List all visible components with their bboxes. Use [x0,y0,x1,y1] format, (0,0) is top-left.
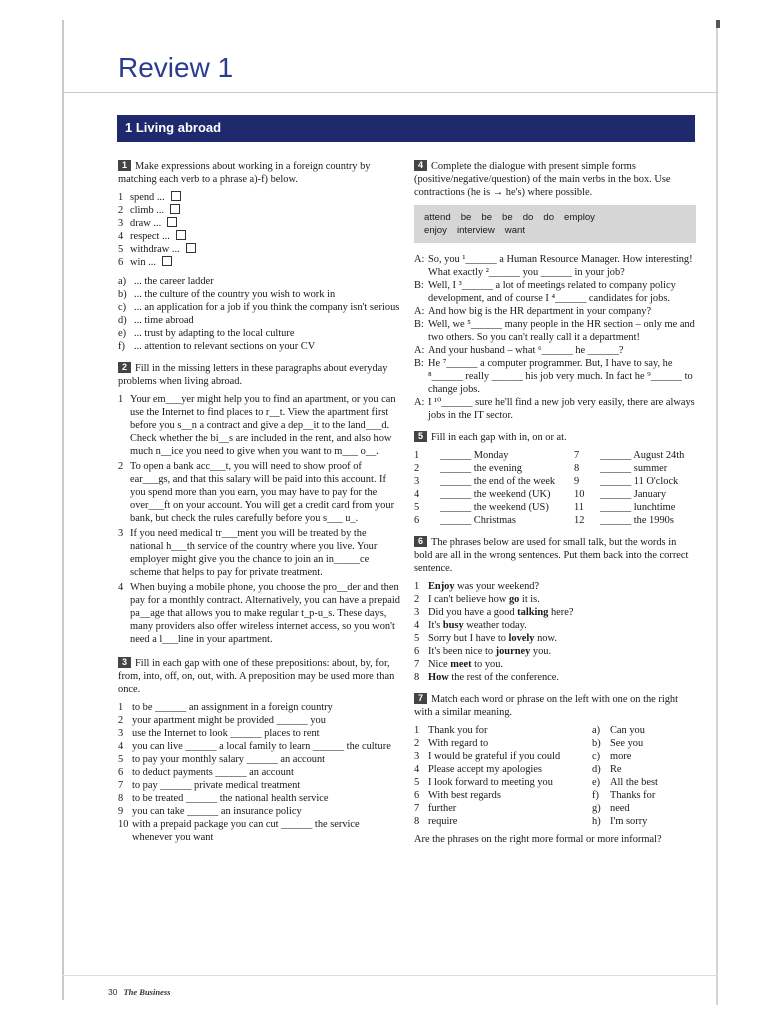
item-number: 4 [118,231,124,242]
item-number: 6 [118,257,124,268]
phrase-letter: a) [118,276,127,287]
exercise-number-badge: 2 [118,362,131,373]
match-left-item [414,815,592,828]
dialogue [414,253,696,422]
small-talk-sentence [414,580,696,593]
item-number: 7 [414,803,420,814]
dialogue-text: Well, I ³______ a lot of meetings related to company policy development, and of course I ⁴______ candidates for jobs. [428,280,676,304]
speaker-label: A: [414,397,425,408]
item-number: 11 [574,502,585,513]
time-expression [574,514,694,527]
time-expression [574,462,694,475]
dialogue-line [414,305,696,318]
time-expressions-left [414,449,574,527]
exercise-5-instruction: 5 Fill in each gap with in, on or at. [414,431,696,444]
match-letter: b) [592,738,601,749]
match-right-text: need [610,803,630,814]
sentence-text [428,619,527,632]
exercise-6 [414,536,696,684]
sentence-pre: I can't believe how [428,594,509,605]
exercise-3-instruction: 3 Fill in each gap with one of these prepositions: about, by, for, from, into, off, on, out, with. A preposition may be used more than once. [118,657,395,695]
time-expression [414,475,574,488]
phrase-letter: f) [118,341,125,352]
dialogue-text: And how big is the HR department in your company? [428,306,652,317]
paragraph-item [118,460,400,525]
exercise-number-badge: 3 [118,657,131,668]
exercise-6-instruction: 6 The phrases below are used for small talk, but the words in bold are all in the wrong sentences. Put them back into the correct sentence. [414,536,689,574]
item-number: 2 [118,461,124,472]
phrase-letter: c) [118,302,127,313]
match-letter: a) [592,725,601,736]
match-right-list [592,724,696,828]
exercise-4-instruction: 4 Complete the dialogue with present simple forms (positive/negative/question) of the main verbs in the box. Use contractions (he is → he's) where possible. [414,160,671,198]
phrase-item [118,327,400,340]
bold-word: meet [450,659,472,670]
match-left-item [414,763,592,776]
gap-sentence [118,740,400,753]
time-expression-text: ______ the weekend (US) [440,502,549,513]
item-number: 7 [118,780,124,791]
item-number: 8 [414,816,420,827]
speaker-label: B: [414,319,424,330]
match-left-item [414,789,592,802]
match-left-item [414,776,592,789]
gap-sentence-text: you can live ______ a local family to learn ______ the culture [132,741,391,752]
left-column [118,160,400,844]
item-number: 5 [118,244,124,255]
exercise-7-instruction: 7 Match each word or phrase on the left with one on the right with a similar meaning. [414,693,678,718]
verb-text: respect ... [130,231,170,242]
sentence-text [428,580,539,593]
bold-word: journey [495,646,531,657]
time-expression-text: ______ the end of the week [440,476,556,487]
item-number: 5 [414,633,420,644]
gap-sentence [118,727,400,740]
item-number: 5 [414,777,420,788]
sentence-post: here? [548,607,574,618]
bold-word: busy [442,620,464,631]
gap-sentence-text: to be ______ an assignment in a foreign country [132,702,333,713]
match-left-item [414,724,592,737]
bold-word: talking [517,607,549,618]
paragraph-text: Your em___yer might help you to find an apartment, or you can use the Internet to find places to r__t. View the apartment first before you s__n a contract and give a dep__it to the land___d. Check whether the bi__s are included in the rent, and also how much n__ice you need to give when you want to m___ o__. [130,394,396,457]
box-word: interview [456,225,495,236]
match-right-text: Re [610,764,622,775]
page-left-edge [62,20,64,1000]
sentence-pre: Did you have a good [428,607,518,618]
match-right-item [592,815,696,828]
time-expression-text: ______ Monday [440,450,509,461]
dialogue-line [414,253,696,279]
item-number: 2 [118,715,124,726]
exercise-7-question: Are the phrases on the right more formal or more informal? [414,834,662,845]
phrase-text: ... an application for a job if you think the company isn't serious [134,302,400,313]
exercise-number-badge: 6 [414,536,427,547]
answer-checkbox[interactable] [167,217,177,227]
bold-word: Enjoy [428,581,455,592]
matching-grid [414,724,696,828]
verb-text: win ... [130,257,156,268]
match-right-item [592,737,696,750]
verb-item [118,243,400,256]
footer-rule [62,975,718,976]
item-number: 6 [414,515,420,526]
gap-sentence [118,779,400,792]
paragraph-item [118,527,400,579]
verb-text: draw ... [130,218,162,229]
item-number: 3 [414,751,420,762]
unit-header-bar [117,115,695,142]
exercise-3 [118,657,400,844]
dialogue-line [414,279,696,305]
dialogue-line [414,396,696,422]
verb-item [118,204,400,217]
exercise-2 [118,362,400,646]
paragraph-text: To open a bank acc___t, you will need to show proof of ear___gs, and that this salary will be paid into this account. If you spend more than you earn, you may have to pay for the over___ft on your account. You will get a credit card from your bank, but check the rules carefully before you s___ u_. [130,461,395,524]
phrase-text: ... trust by adapting to the local culture [134,328,295,339]
time-expression [414,514,574,527]
time-expression-text: ______ the 1990s [600,515,674,526]
dialogue-text: I ¹⁰______ sure he'll find a new job very easily, there are always jobs in the IT sector. [428,397,695,421]
small-talk-sentence [414,645,696,658]
paragraph-list [118,393,400,646]
answer-checkbox[interactable] [162,256,172,266]
match-letter: e) [592,777,601,788]
exercise-1-instruction: 1 Make expressions about working in a foreign country by matching each verb to a phrase a)-f) below. [118,160,371,185]
time-expression [574,475,694,488]
match-letter: f) [592,790,599,801]
exercise-1 [118,160,400,353]
time-expression-text: ______ August 24th [600,450,685,461]
gap-sentence-text: use the Internet to look ______ places to rent [132,728,320,739]
item-number: 10 [118,819,129,830]
paragraph-item [118,581,400,646]
sentence-post: now. [534,633,557,644]
exercise-4 [414,160,696,422]
verb-item [118,217,400,230]
item-number: 8 [574,463,580,474]
item-number: 4 [414,620,420,631]
sentence-post: you. [530,646,552,657]
dialogue-text: So, you ¹______ a Human Resource Manager. How interesting! What exactly ²______ you ______ in your job? [428,254,693,278]
verb-text: withdraw ... [130,244,180,255]
small-talk-sentence [414,619,696,632]
item-number: 2 [414,594,420,605]
item-number: 1 [414,450,420,461]
title-rule [62,92,718,93]
sentence-text [428,645,551,658]
gap-sentence [118,805,400,818]
sentence-text [428,632,557,645]
exercise-number-badge: 4 [414,160,427,171]
time-expression [414,488,574,501]
time-expression [574,501,694,514]
match-right-item [592,724,696,737]
box-word: do [543,212,555,223]
box-word: do [522,212,534,223]
box-word: be [460,212,472,223]
phrase-item [118,275,400,288]
speaker-label: B: [414,280,424,291]
match-letter: c) [592,751,601,762]
sentence-text [428,606,573,619]
item-number: 7 [574,450,580,461]
item-number: 4 [414,489,420,500]
item-number: 8 [414,672,420,683]
preposition-gap-list [118,701,400,844]
match-left-text: With regard to [428,738,489,749]
right-column [414,160,696,846]
gap-sentence [118,792,400,805]
item-number: 6 [414,646,420,657]
phrase-text: ... the career ladder [134,276,214,287]
match-right-text: I'm sorry [610,816,648,827]
page-footer [108,987,170,997]
gap-sentence-text: to deduct payments ______ an account [132,767,294,778]
exercise-5 [414,431,696,527]
time-expression-text: ______ the evening [440,463,522,474]
phrase-list [118,275,400,353]
item-number: 1 [118,394,124,405]
item-number: 1 [414,581,420,592]
item-number: 4 [118,741,124,752]
match-right-text: Thanks for [610,790,656,801]
item-number: 6 [118,767,124,778]
verb-item [118,256,400,269]
match-left-item [414,737,592,750]
page-right-edge [716,20,718,1005]
item-number: 4 [414,764,420,775]
dialogue-text: Well, we ⁵______ many people in the HR section – only me and two others. So you can't really call it a department! [428,319,695,343]
paragraph-text: If you need medical tr___ment you will be treated by the national h___th service of the country where you live. Your employer might give you the chance to join an in_____ce scheme that helps to pay for private treatment. [130,528,378,578]
box-word: be [502,212,513,223]
box-word: enjoy [424,225,447,236]
match-letter: d) [592,764,601,775]
time-expression-text: ______ Christmas [440,515,516,526]
item-number: 1 [118,192,124,203]
match-left-text: With best regards [428,790,501,801]
item-number: 12 [574,515,585,526]
match-right-item [592,763,696,776]
speaker-label: A: [414,345,425,356]
box-word: want [504,225,526,236]
item-number: 3 [414,607,420,618]
bold-word: lovely [508,633,535,644]
paragraph-item [118,393,400,458]
paragraph-text: When buying a mobile phone, you choose the pro__der and then pay for a monthly contract. Alternatively, you can have a prepaid pa__age that allows you to make regular t_p-u_s. These days, many providers also offer wireless internet access, so you won't need a l___line in your apartment. [130,582,400,645]
small-talk-sentence [414,593,696,606]
match-left-text: I would be grateful if you could [428,751,561,762]
gap-sentence [118,818,400,844]
box-word: attend [424,212,451,223]
match-left-item [414,802,592,815]
gap-sentence-text: to be treated ______ the national health service [132,793,329,804]
gap-sentence [118,701,400,714]
dialogue-text: He ⁷______ a computer programmer. But, I have to say, he ⁸______ really ______ his job very much. In fact he ⁹______ to change jobs. [428,358,693,395]
match-right-text: See you [610,738,644,749]
item-number: 5 [414,502,420,513]
match-right-text: more [610,751,632,762]
time-expression [574,488,694,501]
match-right-item [592,750,696,763]
time-expression-text: ______ January [600,489,667,500]
small-talk-list [414,580,696,684]
page-number: 30 [108,987,118,997]
match-right-text: Can you [610,725,645,736]
answer-checkbox[interactable] [176,230,186,240]
match-left-list [414,724,592,828]
item-number: 7 [414,659,420,670]
item-number: 3 [414,476,420,487]
time-expression-grid [414,449,696,527]
item-number: 2 [414,463,420,474]
verb-word-box [414,205,696,243]
time-expression-text: ______ the weekend (UK) [440,489,551,500]
sentence-text [428,658,503,671]
box-word: be [481,212,493,223]
dialogue-text: And your husband – what ⁶______ he ______? [428,345,624,356]
item-number: 2 [414,738,420,749]
speaker-label: A: [414,306,425,317]
item-number: 4 [118,582,124,593]
dialogue-line [414,344,696,357]
answer-checkbox[interactable] [170,204,180,214]
phrase-item [118,301,400,314]
phrase-letter: d) [118,315,127,326]
match-left-text: I look forward to meeting you [428,777,553,788]
exercise-number-badge: 7 [414,693,427,704]
time-expression [574,449,694,462]
page-corner-mark [716,20,720,28]
sentence-pre: It's [428,620,443,631]
gap-sentence-text: with a prepaid package you can cut ______ the service whenever you want [132,819,360,843]
verb-list [118,191,400,269]
gap-sentence-text: your apartment might be provided ______ you [132,715,326,726]
match-right-item [592,802,696,815]
item-number: 5 [118,754,124,765]
gap-sentence-text: to pay ______ private medical treatment [132,780,301,791]
bold-word: go [508,594,520,605]
match-left-text: Please accept my apologies [428,764,542,775]
sentence-text [428,671,559,684]
verb-item [118,230,400,243]
phrase-item [118,288,400,301]
sentence-pre: Nice [428,659,451,670]
item-number: 10 [574,489,585,500]
item-number: 9 [118,806,124,817]
item-number: 2 [118,205,124,216]
sentence-text [428,593,540,606]
match-left-item [414,750,592,763]
sentence-post: was your weekend? [454,581,540,592]
small-talk-sentence [414,632,696,645]
item-number: 1 [414,725,420,736]
exercise-number-badge: 5 [414,431,427,442]
dialogue-line [414,318,696,344]
exercise-7 [414,693,696,846]
answer-checkbox[interactable] [186,243,196,253]
unit-title: 1 Living abroad [125,120,222,135]
page-title: Review 1 [118,52,234,83]
item-number: 9 [574,476,580,487]
verb-item [118,191,400,204]
time-expression [414,501,574,514]
sentence-pre: It's been nice to [428,646,496,657]
match-left-text: require [428,816,458,827]
sentence-pre: Sorry but I have to [428,633,509,644]
time-expressions-right [574,449,694,527]
sentence-post: to you. [471,659,504,670]
gap-sentence-text: to pay your monthly salary ______ an account [132,754,326,765]
time-expression-text: ______ 11 O'clock [600,476,679,487]
box-word: employ [564,212,595,223]
time-expression-text: ______ summer [600,463,668,474]
sentence-post: weather today. [463,620,527,631]
item-number: 6 [414,790,420,801]
match-left-text: further [428,803,457,814]
sentence-post: it is. [519,594,540,605]
phrase-text: ... attention to relevant sections on your CV [134,341,316,352]
item-number: 3 [118,218,124,229]
time-expression-text: ______ lunchtime [600,502,676,513]
match-left-text: Thank you for [428,725,488,736]
time-expression [414,462,574,475]
sentence-post: the rest of the conference. [448,672,559,683]
gap-sentence [118,714,400,727]
phrase-text: ... time abroad [134,315,194,326]
item-number: 1 [118,702,124,713]
phrase-letter: e) [118,328,127,339]
gap-sentence-text: you can take ______ an insurance policy [132,806,302,817]
match-right-item [592,789,696,802]
match-letter: g) [592,803,601,814]
book-brand: The Business [123,987,171,997]
match-right-item [592,776,696,789]
small-talk-sentence [414,606,696,619]
exercise-number-badge: 1 [118,160,131,171]
phrase-item [118,340,400,353]
gap-sentence [118,753,400,766]
exercise-2-instruction: 2 Fill in the missing letters in these paragraphs about everyday problems when living abroad. [118,362,388,387]
answer-checkbox[interactable] [171,191,181,201]
verb-text: spend ... [130,192,165,203]
speaker-label: A: [414,254,425,265]
time-expression [414,449,574,462]
phrase-item [118,314,400,327]
speaker-label: B: [414,358,424,369]
match-letter: h) [592,816,601,827]
item-number: 3 [118,528,124,539]
small-talk-sentence [414,671,696,684]
small-talk-sentence [414,658,696,671]
item-number: 8 [118,793,124,804]
verb-text: climb ... [130,205,165,216]
dialogue-line [414,357,696,396]
item-number: 3 [118,728,124,739]
gap-sentence [118,766,400,779]
bold-word: How [428,672,449,683]
phrase-text: ... the culture of the country you wish to work in [134,289,336,300]
phrase-letter: b) [118,289,127,300]
match-right-text: All the best [610,777,658,788]
